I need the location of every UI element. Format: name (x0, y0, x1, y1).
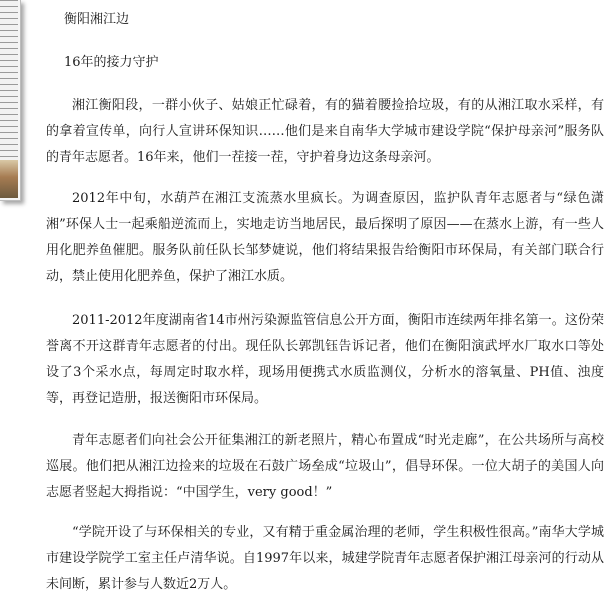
thumbnail-text-lines (0, 0, 18, 160)
paragraph-5: “学院开设了与环保相关的专业，又有精于重金属治理的老师，学生积极性很高。”南华大学城市建设学院学工室主任卢清华说。自1997年以来，城建学院青年志愿者保护湘江母亲河的行动从未间断，累计参与人数近2万人。 (46, 525, 604, 592)
paragraph-1: 湘江衡阳段，一群小伙子、姑娘正忙碌着，有的猫着腰捡拾垃圾，有的从湘江取水采样，有的拿着宣传单，向行人宣讲环保知识……他们是来自南华大学城市建设学院“保护母亲河”服务队的青年志愿者。16年来，他们一茬接一茬，守护着身边这条母亲河。 (46, 98, 604, 165)
article-subtitle: 16年的接力守护 (64, 55, 159, 70)
location-line: 衡阳湘江边 (64, 12, 130, 27)
paragraph-4: 青年志愿者们向社会公开征集湘江的新老照片，精心布置成“时光走廊”，在公共场所与高校巡展。他们把从湘江边捡来的垃圾在石鼓广场垒成“垃圾山”，倡导环保。一位大胡子的美国人向志愿者竖起大拇指说：“中国学生，very good！” (46, 433, 604, 500)
paragraph-2: 2012年中旬，水葫芦在湘江支流蒸水里疯长。为调查原因，监护队青年志愿者与“绿色潇湘”环保人士一起乘船逆流而上，实地走访当地居民，最后探明了原因——在蒸水上游，有一些人用化肥养鱼催肥。服务队前任队长邹梦婕说，他们将结果报告给衡阳市环保局，有关部门联合行动，禁止使用化肥养鱼，保护了湘江水质。 (46, 191, 604, 284)
thumbnail-photo (0, 160, 18, 198)
paragraph-3: 2011-2012年度湖南省14市州污染源监管信息公开方面，衡阳市连续两年排名第一。这份荣誉离不开这群青年志愿者的付出。现任队长郭凯钰告诉记者，他们在衡阳演武坪水厂取水口等处设了3个采水点，每周定时取水样，现场用便携式水质监测仪，分析水的溶氧量、PH值、浊度等，再登记造册，报送衡阳市环保局。 (46, 313, 604, 406)
side-article-thumbnail (0, 0, 21, 201)
